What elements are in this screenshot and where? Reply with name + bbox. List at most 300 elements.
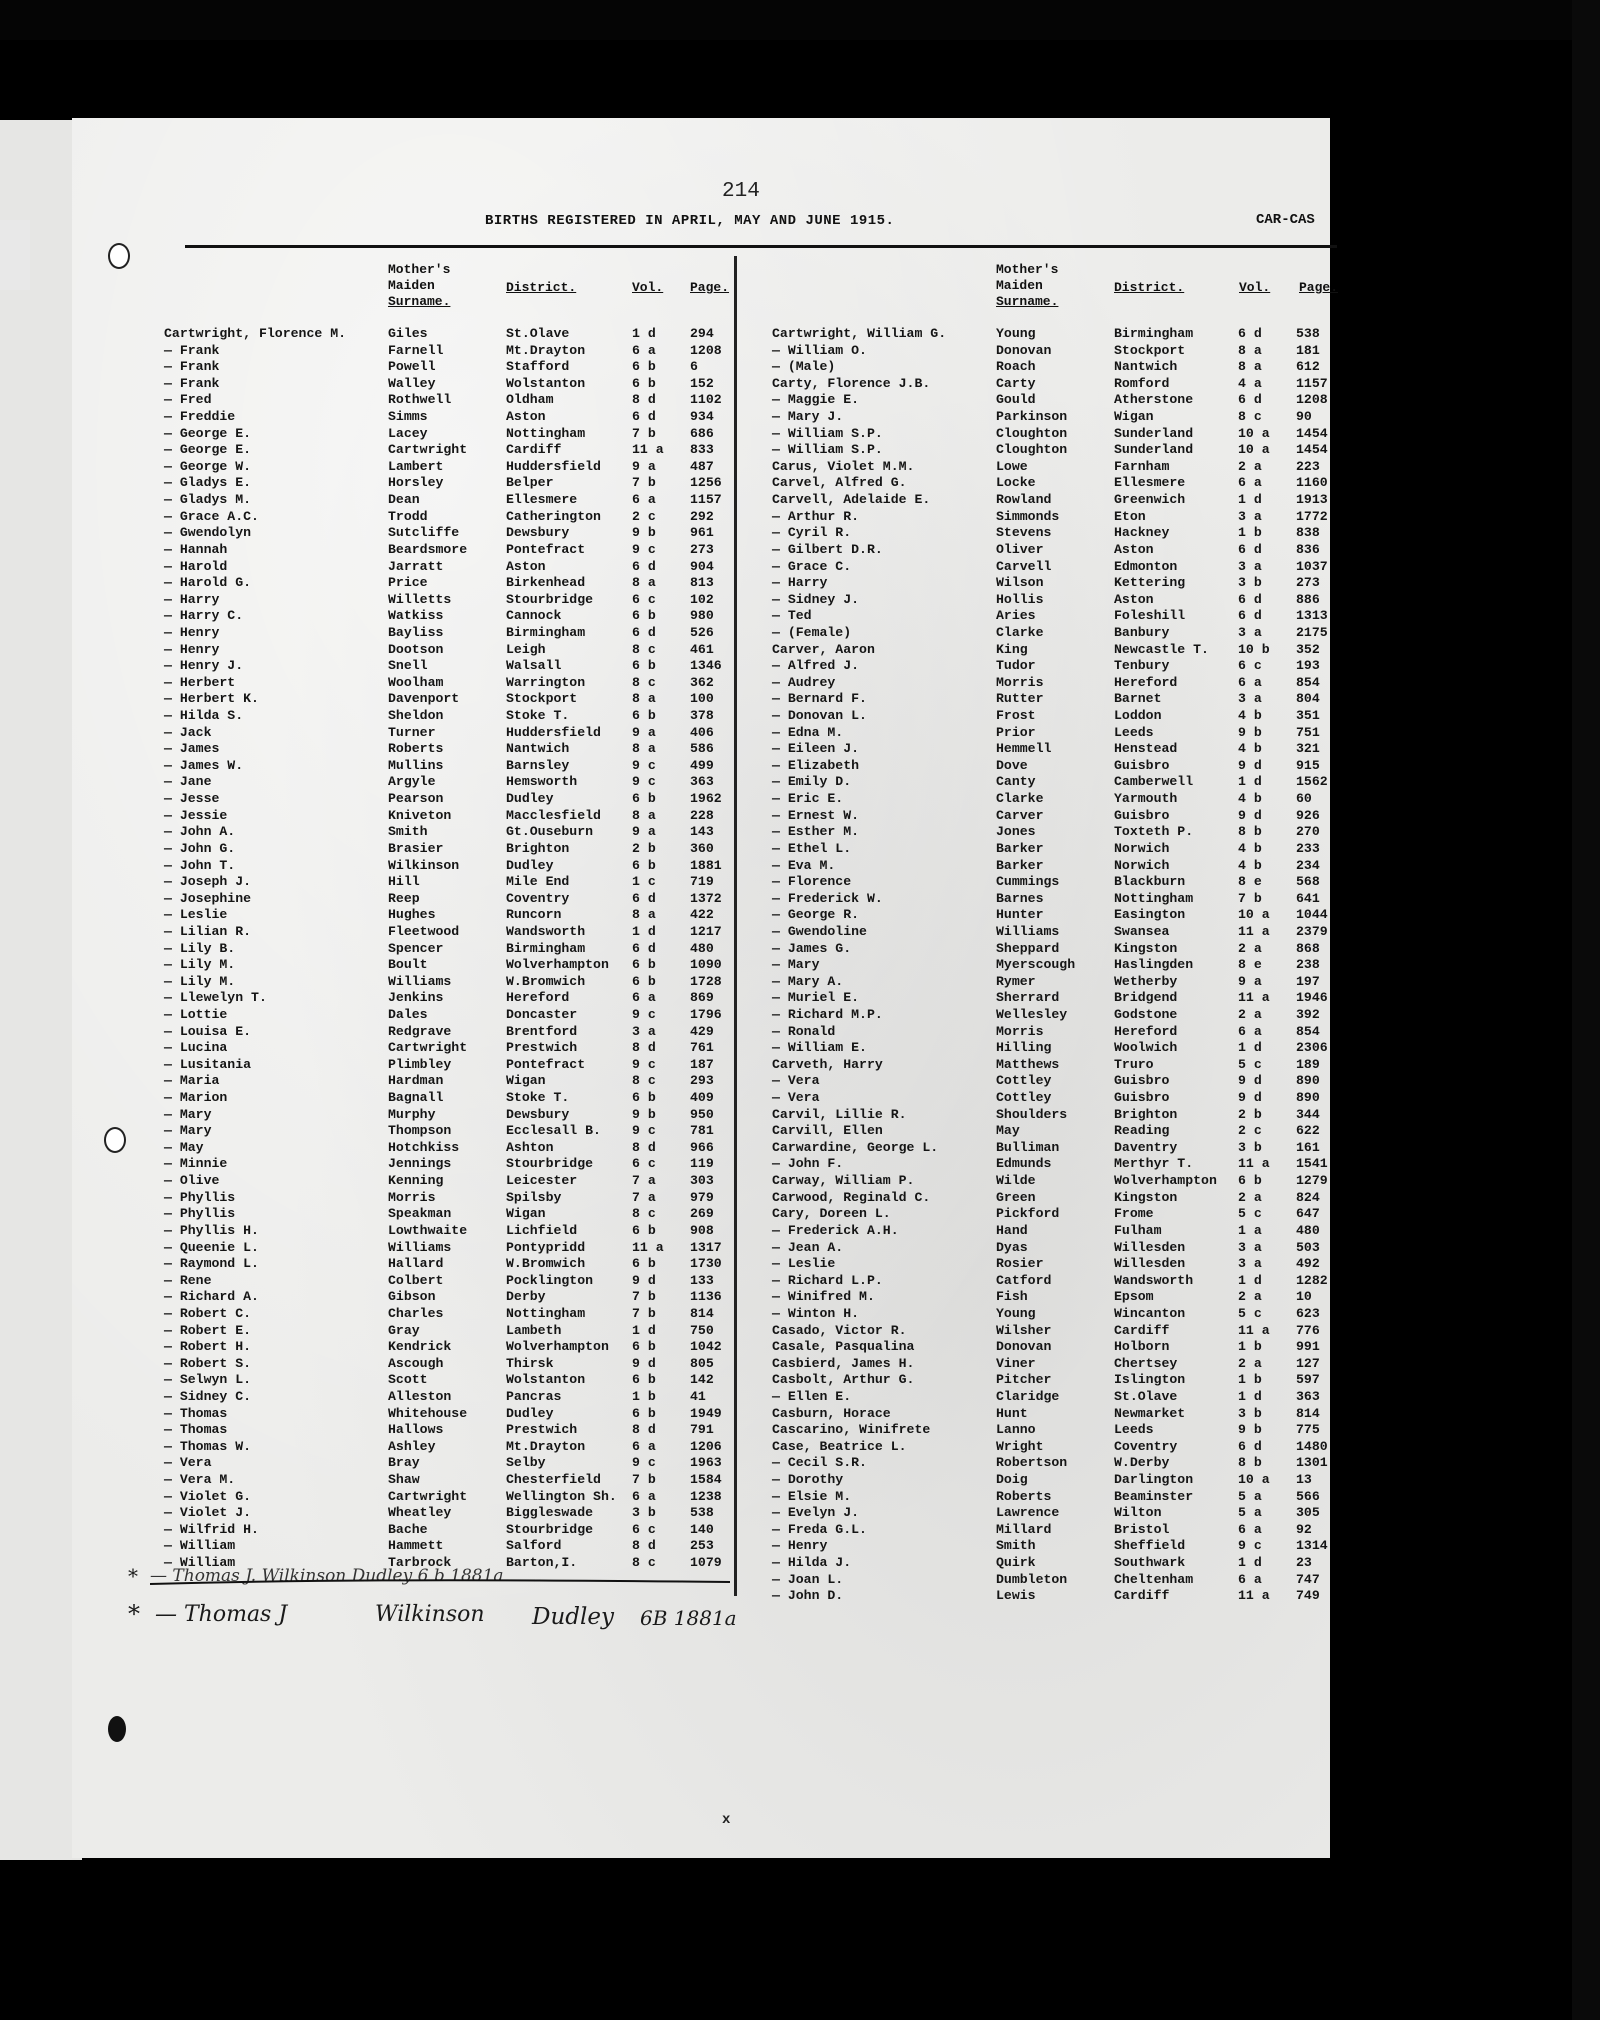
register-entry	[772, 1107, 1342, 1124]
register-entry	[772, 841, 1342, 858]
register-entry	[772, 1073, 1342, 1090]
entry-volume: 4 b	[1238, 708, 1262, 724]
entry-page: 869	[690, 990, 714, 1006]
entry-volume: 6 c	[632, 591, 656, 607]
entry-name: — Llewelyn T.	[164, 990, 267, 1006]
register-entry	[772, 1472, 1342, 1489]
entry-mother-surname: Hollis	[996, 591, 1044, 607]
entry-district: Stockport	[1114, 342, 1186, 358]
entry-name: Carveth, Harry	[772, 1056, 883, 1072]
entry-name: — Joseph J.	[164, 874, 252, 890]
entry-name: — Lily M.	[164, 957, 236, 973]
entry-volume: 6 b	[1238, 1173, 1262, 1189]
entry-name: — Phyllis	[164, 1206, 236, 1222]
entry-mother-surname: Fish	[996, 1289, 1028, 1305]
entry-mother-surname: Smith	[388, 824, 428, 840]
entry-district: Bristol	[1114, 1521, 1170, 1537]
entry-district: Hackney	[1114, 525, 1170, 541]
entry-page: 181	[1296, 342, 1320, 358]
entry-page: 1037	[1296, 558, 1328, 574]
entry-name: Carway, William P.	[772, 1173, 915, 1189]
entry-district: Birkenhead	[506, 575, 586, 591]
entry-district: Leeds	[1114, 724, 1154, 740]
entry-district: Stoke T.	[506, 1090, 570, 1106]
register-entry	[772, 542, 1342, 559]
entry-name: — Leslie	[772, 1256, 836, 1272]
register-entry	[772, 459, 1342, 476]
entry-name: — Winton H.	[772, 1305, 860, 1321]
entry-name: — Audrey	[772, 674, 836, 690]
entry-district: Darlington	[1114, 1472, 1194, 1488]
entry-volume: 5 c	[1238, 1206, 1262, 1222]
register-entry	[164, 1123, 734, 1140]
entry-mother-surname: Turner	[388, 724, 436, 740]
entry-name: — Vera	[772, 1090, 820, 1106]
entry-page: 1728	[690, 973, 722, 989]
entry-volume: 11 a	[632, 442, 664, 458]
entry-name: — Frank	[164, 342, 220, 358]
entry-mother-surname: Whitehouse	[388, 1405, 468, 1421]
entry-mother-surname: Barker	[996, 857, 1044, 873]
entry-district: Stafford	[506, 359, 570, 375]
entry-name: — Grace A.C.	[164, 508, 259, 524]
register-entry	[772, 1422, 1342, 1439]
register-entry	[772, 625, 1342, 642]
entry-name: — Selwyn L.	[164, 1372, 252, 1388]
register-entry	[772, 691, 1342, 708]
entry-page: 143	[690, 824, 714, 840]
entry-page: 868	[1296, 940, 1320, 956]
entry-district: Runcorn	[506, 907, 562, 923]
entry-volume: 1 d	[1238, 492, 1262, 508]
register-entry	[772, 1123, 1342, 1140]
entry-volume: 6 c	[632, 1521, 656, 1537]
entry-page: 886	[1296, 591, 1320, 607]
entry-name: — Harold	[164, 558, 228, 574]
entry-volume: 9 d	[1238, 757, 1262, 773]
entry-name: — George W.	[164, 458, 252, 474]
register-entry	[164, 891, 734, 908]
entry-volume: 2 a	[1238, 458, 1262, 474]
entry-mother-surname: Hill	[388, 874, 420, 890]
register-entry	[164, 359, 734, 376]
register-entry	[164, 1538, 734, 1555]
entry-mother-surname: Sutcliffe	[388, 525, 460, 541]
entry-district: Guisbro	[1114, 1090, 1170, 1106]
entry-mother-surname: Simms	[388, 409, 428, 425]
entry-mother-surname: Young	[996, 1305, 1036, 1321]
entry-district: W.Derby	[1114, 1455, 1170, 1471]
entry-district: St.Olave	[1114, 1389, 1178, 1404]
entry-name: — Jesse	[164, 791, 220, 807]
register-entry	[164, 741, 734, 758]
entry-page: 1136	[690, 1289, 722, 1305]
entry-name: Carvil, Lillie R.	[772, 1106, 907, 1122]
entry-volume: 6 a	[632, 342, 656, 358]
entry-name: — Sidney J.	[772, 591, 860, 607]
entry-page: 1772	[1296, 508, 1328, 524]
entry-volume: 7 a	[632, 1173, 656, 1189]
entry-district: Walsall	[506, 658, 562, 674]
entry-page: 140	[690, 1521, 714, 1537]
entry-mother-surname: Matthews	[996, 1056, 1060, 1072]
entry-volume: 8 a	[1238, 359, 1262, 375]
entry-volume: 9 a	[632, 458, 656, 474]
register-entry	[164, 1156, 734, 1173]
entry-district: Dudley	[506, 1405, 554, 1421]
entry-district: Wolverhampton	[1114, 1173, 1217, 1189]
entry-name: — Harold G.	[164, 575, 252, 591]
entry-page: 1301	[1296, 1455, 1328, 1471]
register-entry	[164, 874, 734, 891]
entry-district: W.Bromwich	[506, 973, 586, 989]
entry-volume: 8 d	[632, 1139, 656, 1155]
entry-name: — Hannah	[164, 541, 228, 557]
register-entry	[772, 907, 1342, 924]
entry-page: 253	[690, 1538, 714, 1554]
entry-volume: 6 b	[632, 973, 656, 989]
entry-page: 1541	[1296, 1156, 1328, 1172]
entry-page: 100	[690, 691, 714, 707]
register-entry	[772, 326, 1342, 343]
entry-volume: 6 a	[632, 1438, 656, 1454]
entry-page: 270	[1296, 824, 1320, 840]
entry-district: Ellesmere	[1114, 475, 1186, 491]
register-entry	[772, 1206, 1342, 1223]
register-entry	[164, 343, 734, 360]
entry-district: Pontefract	[506, 1056, 586, 1072]
entry-volume: 9 b	[632, 1106, 656, 1122]
entry-mother-surname: Carty	[996, 375, 1036, 391]
entry-volume: 6 b	[632, 359, 656, 375]
entry-mother-surname: Lambert	[388, 458, 444, 474]
entry-volume: 6 d	[1238, 608, 1262, 624]
entry-name: Casbierd, James H.	[772, 1355, 915, 1371]
entry-volume: 3 a	[1238, 624, 1262, 640]
entry-district: Nottingham	[1114, 890, 1194, 906]
register-entry	[772, 1273, 1342, 1290]
entry-name: — Marion	[164, 1090, 228, 1106]
entry-district: Stourbridge	[506, 591, 594, 607]
entry-volume: 8 c	[632, 1073, 656, 1089]
entry-name: — Gladys M.	[164, 492, 252, 508]
entry-page: 187	[690, 1056, 714, 1072]
entry-district: Loddon	[1114, 708, 1162, 724]
entry-volume: 9 c	[632, 1006, 656, 1022]
entry-volume: 6 a	[1238, 1571, 1262, 1587]
entry-volume: 9 d	[1238, 1073, 1262, 1089]
entry-name: Carty, Florence J.B.	[772, 375, 931, 391]
entry-district: Birmingham	[1114, 326, 1194, 341]
entry-mother-surname: Roberts	[388, 741, 444, 757]
register-entry	[164, 1406, 734, 1423]
entry-mother-surname: Kenning	[388, 1173, 444, 1189]
entry-page: 926	[1296, 807, 1320, 823]
entry-volume: 5 c	[1238, 1056, 1262, 1072]
entry-mother-surname: Cartwright	[388, 1488, 468, 1504]
entry-district: Huddersfield	[506, 724, 601, 740]
register-entry	[164, 791, 734, 808]
register-entry	[164, 907, 734, 924]
register-entry	[164, 708, 734, 725]
entry-page: 623	[1296, 1305, 1320, 1321]
entry-mother-surname: Dean	[388, 492, 420, 508]
entry-name: — Muriel E.	[772, 990, 860, 1006]
entry-page: 23	[1296, 1555, 1312, 1571]
entry-volume: 6 a	[632, 492, 656, 508]
entry-district: Guisbro	[1114, 757, 1170, 773]
register-entry	[772, 608, 1342, 625]
entry-mother-surname: Wilsher	[996, 1322, 1052, 1338]
entry-page: 293	[690, 1073, 714, 1089]
entry-district: Norwich	[1114, 840, 1170, 856]
entry-mother-surname: Carver	[996, 807, 1044, 823]
entry-page: 1949	[690, 1405, 722, 1421]
entry-name: — Cecil S.R.	[772, 1455, 867, 1471]
entry-mother-surname: Robertson	[996, 1455, 1068, 1471]
entry-mother-surname: Carvell	[996, 558, 1052, 574]
entry-volume: 9 c	[1238, 1538, 1262, 1554]
entry-volume: 9 c	[632, 1056, 656, 1072]
entry-volume: 2 a	[1238, 1289, 1262, 1305]
entry-name: — Rene	[164, 1272, 212, 1288]
entry-volume: 8 d	[632, 1040, 656, 1056]
entry-district: Kingston	[1114, 940, 1178, 956]
entry-district: Woolwich	[1114, 1040, 1178, 1056]
entry-name: — Vera	[772, 1073, 820, 1089]
entry-volume: 8 e	[1238, 957, 1262, 973]
entry-volume: 9 c	[632, 774, 656, 790]
register-entry	[164, 559, 734, 576]
entry-page: 838	[1296, 525, 1320, 541]
entry-name: — Frederick W.	[772, 890, 883, 906]
entry-page: 934	[690, 409, 714, 425]
entry-district: Newmarket	[1114, 1405, 1186, 1421]
entry-district: Cardiff	[1114, 1322, 1170, 1338]
entry-district: Pontypridd	[506, 1239, 586, 1255]
entry-name: — Robert H.	[164, 1339, 252, 1355]
entry-district: Sunderland	[1114, 425, 1194, 441]
register-entry	[164, 1007, 734, 1024]
entry-page: 189	[1296, 1056, 1320, 1072]
entry-name: — Fred	[164, 392, 212, 408]
entry-name: Carver, Aaron	[772, 641, 875, 657]
register-entry	[772, 1489, 1342, 1506]
correction-star: *	[128, 1600, 140, 1628]
register-entry	[164, 1439, 734, 1456]
entry-district: Wolverhampton	[506, 1339, 609, 1355]
entry-district: Reading	[1114, 1123, 1170, 1139]
entry-name: — Grace C.	[772, 558, 852, 574]
entry-mother-surname: Jarratt	[388, 558, 444, 574]
entry-district: Guisbro	[1114, 1073, 1170, 1089]
register-entry	[772, 392, 1342, 409]
register-entry	[164, 824, 734, 841]
entry-mother-surname: Rothwell	[388, 392, 452, 408]
entry-name: — Jane	[164, 774, 212, 790]
entry-mother-surname: Colbert	[388, 1272, 444, 1288]
entry-page: 526	[690, 624, 714, 640]
entry-name: — Lusitania	[164, 1056, 252, 1072]
entry-mother-surname: Dove	[996, 757, 1028, 773]
entry-page: 142	[690, 1372, 714, 1388]
register-entry	[164, 957, 734, 974]
right-vol-heading: Vol.	[1239, 280, 1271, 295]
entry-district: Pancras	[506, 1389, 562, 1404]
entry-name: — Phyllis H.	[164, 1222, 259, 1238]
entry-page: 836	[1296, 541, 1320, 557]
entry-district: Coventry	[506, 890, 570, 906]
entry-page: 597	[1296, 1372, 1320, 1388]
entry-name: — Thomas	[164, 1422, 228, 1438]
entry-district: Nantwich	[1114, 359, 1178, 375]
entry-district: Nottingham	[506, 425, 586, 441]
entry-name: Casburn, Horace	[772, 1405, 891, 1421]
entry-mother-surname: Shaw	[388, 1472, 420, 1488]
entry-name: Cartwright, Florence M.	[164, 326, 347, 341]
entry-volume: 2 a	[1238, 1006, 1262, 1022]
entry-volume: 3 a	[1238, 1239, 1262, 1255]
register-entry	[772, 941, 1342, 958]
entry-mother-surname: Snell	[388, 658, 428, 674]
register-entry	[772, 725, 1342, 742]
entry-page: 273	[690, 541, 714, 557]
register-entry	[772, 642, 1342, 659]
entry-name: Cary, Doreen L.	[772, 1206, 891, 1222]
register-entry	[164, 758, 734, 775]
entry-page: 363	[1296, 1389, 1320, 1404]
entry-mother-surname: Hand	[996, 1222, 1028, 1238]
entry-district: Epsom	[1114, 1289, 1154, 1305]
entry-district: Ecclesall B.	[506, 1123, 601, 1139]
register-entry	[772, 1289, 1342, 1306]
entry-mother-surname: Catford	[996, 1272, 1052, 1288]
entry-name: — Henry	[164, 624, 220, 640]
entry-district: Toxteth P.	[1114, 824, 1194, 840]
entry-mother-surname: Bulliman	[996, 1139, 1060, 1155]
entry-name: Carwood, Reginald C.	[772, 1189, 931, 1205]
register-entry	[164, 1040, 734, 1057]
entry-mother-surname: Wheatley	[388, 1505, 452, 1521]
correction-reference: 6B 1881a	[640, 1606, 737, 1630]
entry-mother-surname: Green	[996, 1189, 1036, 1205]
entry-name: — Lily M.	[164, 973, 236, 989]
entry-district: Wandsworth	[506, 923, 586, 939]
register-entry	[772, 359, 1342, 376]
entry-volume: 6 a	[632, 1488, 656, 1504]
entry-mother-surname: Lawrence	[996, 1505, 1060, 1521]
entry-name: — Lily B.	[164, 940, 236, 956]
entry-volume: 6 b	[632, 1405, 656, 1421]
entry-page: 1730	[690, 1256, 722, 1272]
entry-district: Aston	[1114, 591, 1154, 607]
entry-district: Coventry	[1114, 1438, 1178, 1454]
entry-name: — Florence	[772, 874, 852, 890]
register-entry	[772, 741, 1342, 758]
entry-district: Wincanton	[1114, 1305, 1186, 1321]
register-entry	[164, 658, 734, 675]
entry-volume: 10 a	[1238, 907, 1270, 923]
header-rule	[185, 245, 1337, 248]
entry-mother-surname: Viner	[996, 1355, 1036, 1371]
entry-name: — Richard A.	[164, 1289, 259, 1305]
entry-volume: 8 a	[1238, 342, 1262, 358]
register-entry	[164, 941, 734, 958]
register-entry	[772, 409, 1342, 426]
entry-district: Wetherby	[1114, 973, 1178, 989]
entry-name: — George E.	[164, 425, 252, 441]
entry-page: 292	[690, 508, 714, 524]
entry-district: Stoke T.	[506, 708, 570, 724]
entry-mother-surname: Hilling	[996, 1040, 1052, 1056]
entry-name: — Robert E.	[164, 1322, 252, 1338]
entry-mother-surname: Redgrave	[388, 1023, 452, 1039]
entry-volume: 5 c	[1238, 1305, 1262, 1321]
entry-volume: 8 b	[1238, 824, 1262, 840]
entry-mother-surname: Gray	[388, 1322, 420, 1338]
entry-name: — William S.P.	[772, 425, 883, 441]
entry-district: Mt.Drayton	[506, 1438, 586, 1454]
entry-mother-surname: Tarbrock	[388, 1555, 452, 1571]
entry-district: Cannock	[506, 608, 562, 624]
entry-name: — Hilda J.	[772, 1555, 852, 1571]
entry-page: 1946	[1296, 990, 1328, 1006]
entry-mother-surname: Trodd	[388, 508, 428, 524]
entry-name: — John T.	[164, 857, 236, 873]
entry-page: 1372	[690, 890, 722, 906]
entry-volume: 6 c	[632, 1156, 656, 1172]
register-entry	[164, 409, 734, 426]
entry-district: Greenwich	[1114, 492, 1186, 508]
entry-name: Cascarino, Winifrete	[772, 1422, 931, 1438]
register-entry	[164, 1173, 734, 1190]
entry-page: 228	[690, 807, 714, 823]
entry-district: Lichfield	[506, 1222, 578, 1238]
entry-mother-surname: Wright	[996, 1438, 1044, 1454]
entry-mother-surname: Rutter	[996, 691, 1044, 707]
entry-volume: 8 a	[632, 741, 656, 757]
entry-district: Aston	[1114, 541, 1154, 557]
entry-page: 538	[690, 1505, 714, 1521]
entry-page: 197	[1296, 973, 1320, 989]
entry-district: Truro	[1114, 1056, 1154, 1072]
register-entry	[164, 1489, 734, 1506]
entry-page: 273	[1296, 575, 1320, 591]
register-entry	[164, 326, 734, 343]
entry-mother-surname: Barnes	[996, 890, 1044, 906]
entry-volume: 6 d	[632, 890, 656, 906]
entry-name: — Minnie	[164, 1156, 228, 1172]
entry-page: 568	[1296, 874, 1320, 890]
entry-district: Blackburn	[1114, 874, 1186, 890]
entry-mother-surname: Cottley	[996, 1090, 1052, 1106]
entry-district: Swansea	[1114, 923, 1170, 939]
entry-name: — Lilian R.	[164, 923, 252, 939]
register-entry	[164, 592, 734, 609]
entry-volume: 8 c	[632, 641, 656, 657]
entry-page: 1796	[690, 1006, 722, 1022]
entry-district: Godstone	[1114, 1006, 1178, 1022]
entry-name: — Donovan L.	[772, 708, 867, 724]
entry-name: — Lucina	[164, 1040, 228, 1056]
entry-name: Casbolt, Arthur G.	[772, 1372, 915, 1388]
entry-name: — Mary J.	[772, 409, 844, 425]
entry-mother-surname: Hallard	[388, 1256, 444, 1272]
entry-volume: 5 a	[1238, 1505, 1262, 1521]
entry-page: 406	[690, 724, 714, 740]
entry-page: 824	[1296, 1189, 1320, 1205]
entry-name: — Vera M.	[164, 1472, 236, 1488]
